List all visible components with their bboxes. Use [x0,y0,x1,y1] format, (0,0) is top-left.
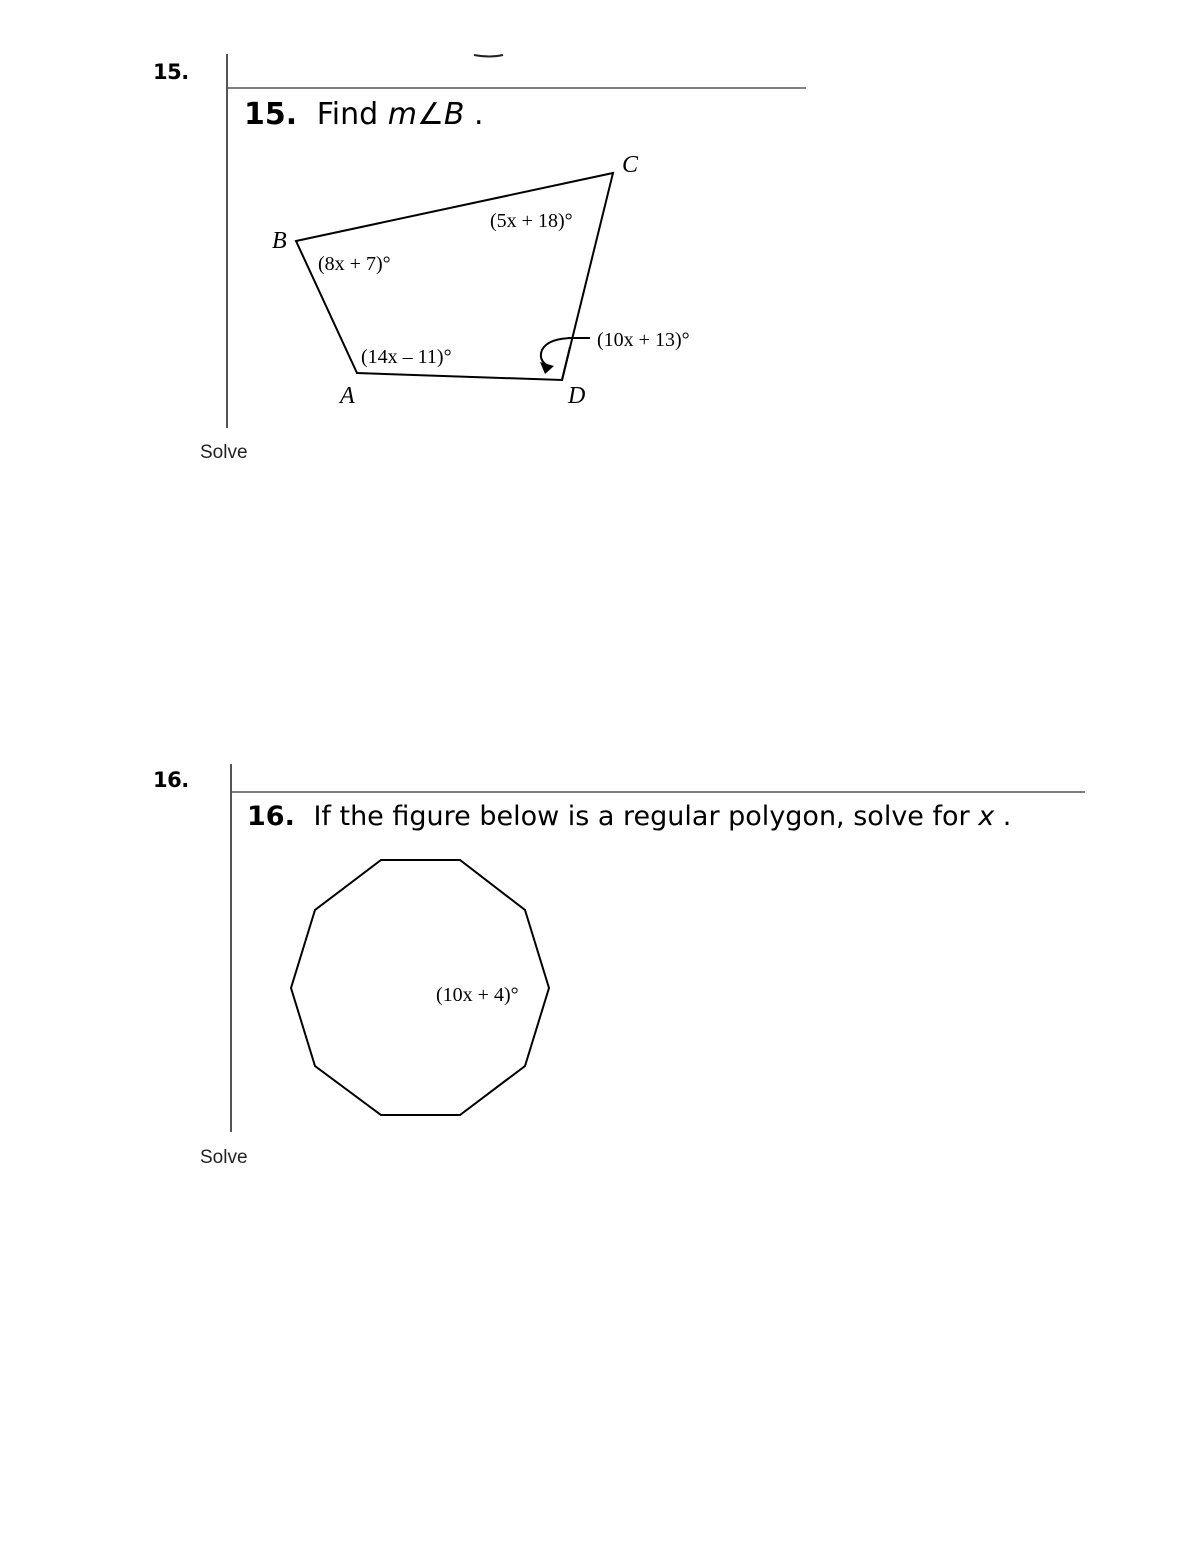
angle-label-d-exterior: (10x + 13)° [597,329,690,351]
figure-15-heading-num: 15. [244,97,298,132]
figure-16-heading [247,801,1011,832]
solve-label-15: Solve [200,442,248,463]
vertex-label-b: B [272,228,287,254]
figure-16-heading-text: If the figure below is a regular polygon, solve for [313,801,979,832]
solve-label-16: Solve [200,1147,248,1168]
question-number-15: 15. [153,60,189,84]
figure-16-heading-math: x [978,801,995,832]
figure-15-heading-math: m∠B [387,97,465,132]
figure-16-heading-end: . [1002,801,1012,832]
question-number-16: 16. [153,768,189,792]
vertex-label-a: A [340,383,355,409]
angle-label-b: (8x + 7)° [318,253,391,275]
angle-label-a: (14x – 11)° [361,346,452,368]
figure-15-heading-text: Find [316,97,388,132]
vertex-label-d: D [568,383,586,409]
angle-label-decagon: (10x + 4)° [436,984,519,1006]
angle-label-c: (5x + 18)° [490,210,573,232]
figure-16-heading-num: 16. [247,801,295,832]
figure-15-heading-end: . [473,97,484,132]
vertex-label-c: C [622,152,639,178]
